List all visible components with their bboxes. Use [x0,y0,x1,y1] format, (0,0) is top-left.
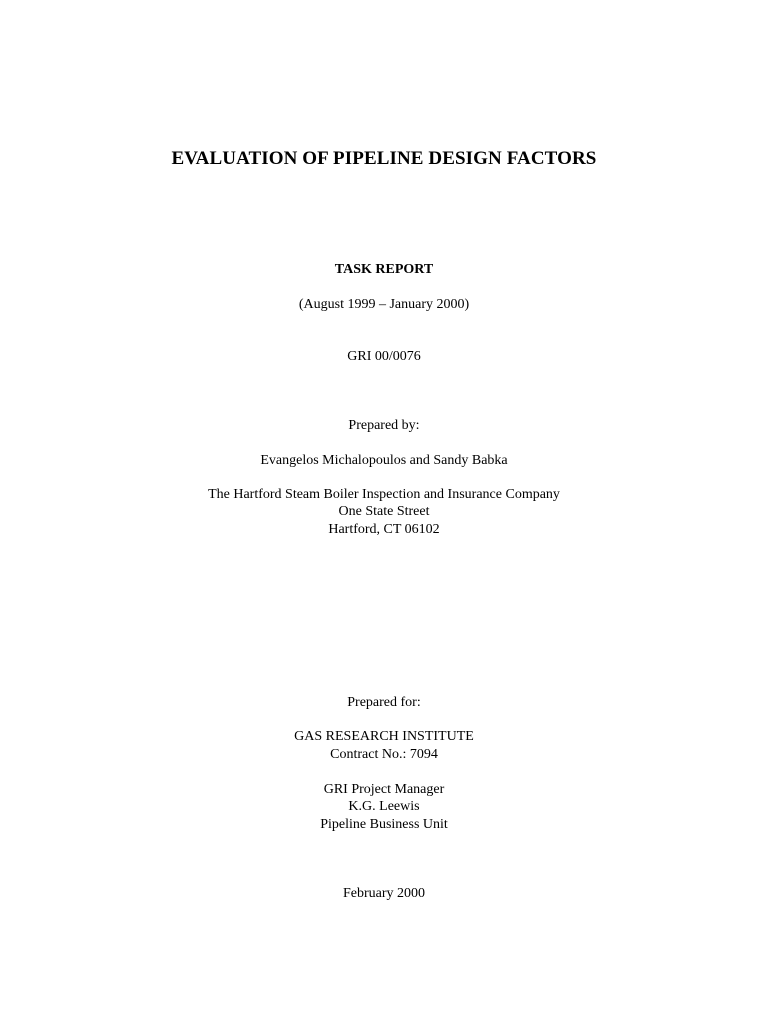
contract-number: Contract No.: 7094 [330,747,438,762]
prepared-for-label: Prepared for: [347,695,421,710]
document-title: EVALUATION OF PIPELINE DESIGN FACTORS [171,148,597,169]
report-number: GRI 00/0076 [347,349,421,364]
report-period: (August 1999 – January 2000) [298,297,470,312]
preparer-organization: The Hartford Steam Boiler Inspection and Insurance Company [208,487,560,502]
authors: Evangelos Michalopoulos and Sandy Babka [260,453,508,468]
report-date: February 2000 [342,886,426,901]
project-manager-name: K.G. Leewis [348,799,420,814]
preparer-city: Hartford, CT 06102 [328,522,440,537]
sponsor-organization: GAS RESEARCH INSTITUTE [294,729,474,744]
project-manager-title: GRI Project Manager [323,782,445,797]
preparer-street: One State Street [338,504,430,519]
report-type: TASK REPORT [334,262,434,277]
prepared-by-label: Prepared by: [348,418,420,433]
business-unit: Pipeline Business Unit [320,817,448,832]
